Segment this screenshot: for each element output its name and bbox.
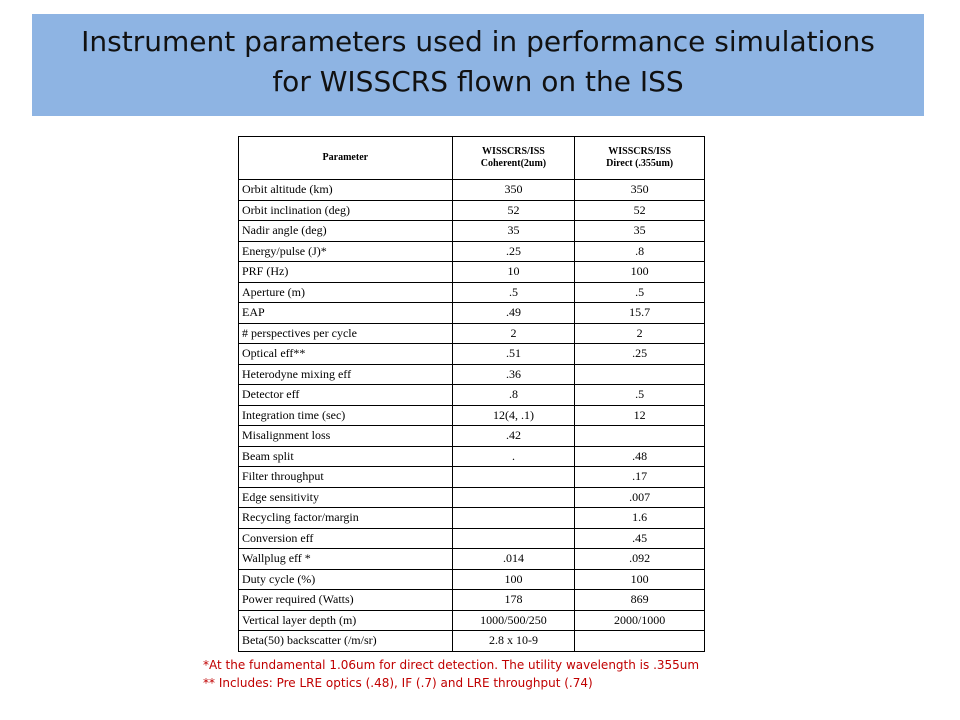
table-row xyxy=(239,446,705,467)
table-row xyxy=(239,323,705,344)
slide-title xyxy=(32,22,924,102)
cell-direct xyxy=(575,364,705,385)
cell-parameter: Vertical layer depth (m) xyxy=(239,610,453,631)
cell-direct: 100 xyxy=(575,569,705,590)
parameters-table xyxy=(238,136,705,652)
cell-coherent xyxy=(452,508,575,529)
cell-parameter: Orbit altitude (km) xyxy=(239,180,453,201)
cell-coherent: .5 xyxy=(452,282,575,303)
header-coherent xyxy=(452,137,575,180)
cell-parameter: Wallplug eff * xyxy=(239,549,453,570)
cell-direct: 2000/1000 xyxy=(575,610,705,631)
cell-direct: .092 xyxy=(575,549,705,570)
cell-coherent: 1000/500/250 xyxy=(452,610,575,631)
cell-coherent: 35 xyxy=(452,221,575,242)
table-row xyxy=(239,610,705,631)
cell-direct xyxy=(575,426,705,447)
footnotes xyxy=(203,656,699,692)
table-row xyxy=(239,262,705,283)
table-row xyxy=(239,385,705,406)
cell-direct: 15.7 xyxy=(575,303,705,324)
table-row xyxy=(239,590,705,611)
cell-coherent: 178 xyxy=(452,590,575,611)
header-coherent-line1: WISSCRS/ISS xyxy=(482,146,545,157)
cell-parameter: Energy/pulse (J)* xyxy=(239,241,453,262)
cell-parameter: PRF (Hz) xyxy=(239,262,453,283)
table-row xyxy=(239,467,705,488)
cell-direct xyxy=(575,631,705,652)
cell-coherent: .36 xyxy=(452,364,575,385)
cell-parameter: Nadir angle (deg) xyxy=(239,221,453,242)
table-row xyxy=(239,282,705,303)
table-row xyxy=(239,569,705,590)
table-row xyxy=(239,631,705,652)
cell-parameter: EAP xyxy=(239,303,453,324)
cell-direct: 35 xyxy=(575,221,705,242)
header-direct-line2: Direct (.355um) xyxy=(606,158,674,169)
table-row xyxy=(239,528,705,549)
cell-direct: .007 xyxy=(575,487,705,508)
table-row xyxy=(239,364,705,385)
cell-parameter: Beta(50) backscatter (/m/sr) xyxy=(239,631,453,652)
header-direct xyxy=(575,137,705,180)
cell-parameter: Filter throughput xyxy=(239,467,453,488)
footnote-2: ** Includes: Pre LRE optics (.48), IF (.7) and LRE throughput (.74) xyxy=(203,676,593,690)
table-header-row xyxy=(239,137,705,180)
table-row xyxy=(239,221,705,242)
cell-direct: 100 xyxy=(575,262,705,283)
cell-coherent xyxy=(452,467,575,488)
cell-parameter: Conversion eff xyxy=(239,528,453,549)
cell-direct: .48 xyxy=(575,446,705,467)
table-row xyxy=(239,549,705,570)
cell-coherent: . xyxy=(452,446,575,467)
cell-direct: 869 xyxy=(575,590,705,611)
cell-coherent: 350 xyxy=(452,180,575,201)
cell-direct: 1.6 xyxy=(575,508,705,529)
cell-coherent: 52 xyxy=(452,200,575,221)
cell-coherent: 100 xyxy=(452,569,575,590)
cell-parameter: Aperture (m) xyxy=(239,282,453,303)
cell-parameter: Heterodyne mixing eff xyxy=(239,364,453,385)
cell-coherent: 2.8 x 10-9 xyxy=(452,631,575,652)
cell-direct: .5 xyxy=(575,282,705,303)
cell-parameter: # perspectives per cycle xyxy=(239,323,453,344)
cell-coherent: 12(4, .1) xyxy=(452,405,575,426)
cell-direct: 12 xyxy=(575,405,705,426)
title-line-2: for WISSCRS flown on the ISS xyxy=(272,65,684,98)
cell-direct: .17 xyxy=(575,467,705,488)
cell-coherent: 10 xyxy=(452,262,575,283)
cell-direct: .5 xyxy=(575,385,705,406)
cell-parameter: Duty cycle (%) xyxy=(239,569,453,590)
table-row xyxy=(239,200,705,221)
cell-parameter: Beam split xyxy=(239,446,453,467)
table-row xyxy=(239,344,705,365)
table-row xyxy=(239,426,705,447)
cell-coherent: .014 xyxy=(452,549,575,570)
cell-parameter: Integration time (sec) xyxy=(239,405,453,426)
table-row xyxy=(239,241,705,262)
cell-parameter: Power required (Watts) xyxy=(239,590,453,611)
cell-coherent: .49 xyxy=(452,303,575,324)
cell-direct: 2 xyxy=(575,323,705,344)
cell-parameter: Edge sensitivity xyxy=(239,487,453,508)
cell-coherent: 2 xyxy=(452,323,575,344)
header-coherent-line2: Coherent(2um) xyxy=(480,158,547,169)
cell-parameter: Optical eff** xyxy=(239,344,453,365)
table-body xyxy=(239,180,705,652)
table-row xyxy=(239,180,705,201)
cell-direct: 350 xyxy=(575,180,705,201)
title-line-1: Instrument parameters used in performance simulations xyxy=(81,25,875,58)
header-parameter: Parameter xyxy=(239,137,453,180)
cell-parameter: Detector eff xyxy=(239,385,453,406)
table-row xyxy=(239,508,705,529)
table-row xyxy=(239,303,705,324)
table-row xyxy=(239,487,705,508)
cell-coherent: .8 xyxy=(452,385,575,406)
cell-coherent: .42 xyxy=(452,426,575,447)
cell-coherent xyxy=(452,528,575,549)
footnote-1: *At the fundamental 1.06um for direct detection. The utility wavelength is .355um xyxy=(203,658,700,672)
cell-coherent: .51 xyxy=(452,344,575,365)
cell-parameter: Misalignment loss xyxy=(239,426,453,447)
header-direct-line1: WISSCRS/ISS xyxy=(608,146,672,157)
cell-parameter: Recycling factor/margin xyxy=(239,508,453,529)
cell-direct: .8 xyxy=(575,241,705,262)
cell-direct: 52 xyxy=(575,200,705,221)
cell-direct: .45 xyxy=(575,528,705,549)
cell-coherent: .25 xyxy=(452,241,575,262)
cell-direct: .25 xyxy=(575,344,705,365)
cell-coherent xyxy=(452,487,575,508)
table-row xyxy=(239,405,705,426)
cell-parameter: Orbit inclination (deg) xyxy=(239,200,453,221)
